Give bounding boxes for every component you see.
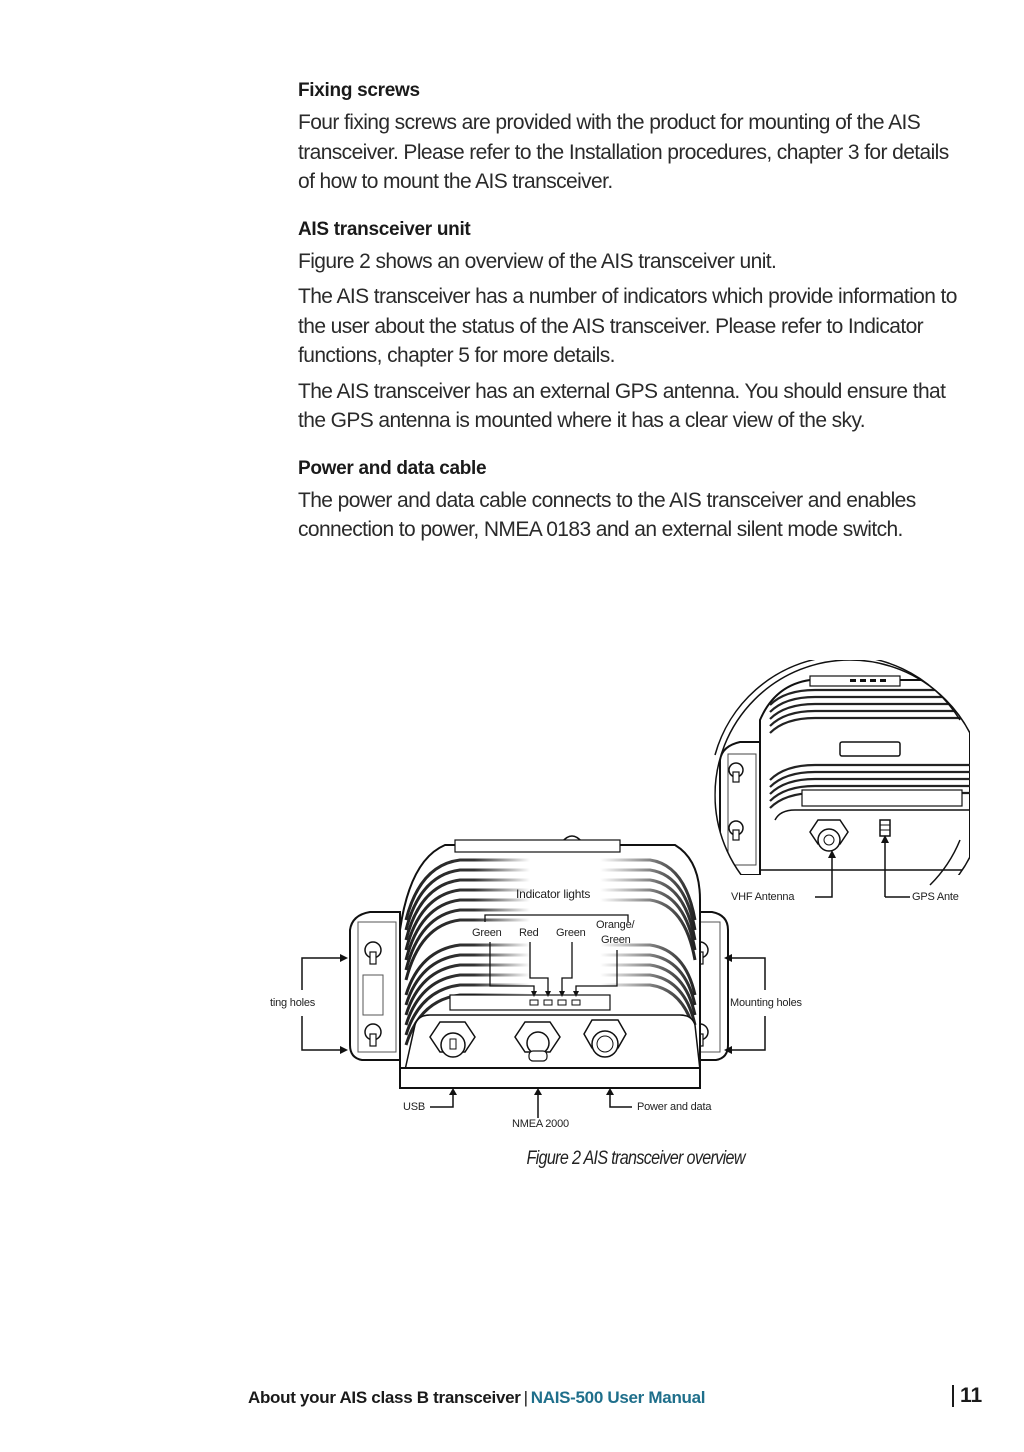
footer-manual-title: NAIS-500 User Manual — [530, 1388, 706, 1407]
label-gps-antenna: GPS Ante — [912, 891, 959, 903]
device-illustration — [270, 660, 970, 1140]
label-led-4-orange: Orange/ — [596, 919, 635, 931]
front-view — [302, 836, 765, 1118]
paragraph: The AIS transceiver has an external GPS antenna. You should ensure that the GPS antenna is mounted where it has a clear view of the sky. — [298, 379, 946, 432]
section-ais-transceiver-unit — [298, 217, 968, 436]
label-indicator-lights: Indicator lights — [516, 887, 591, 901]
footer-chapter-title: About your AIS class B transceiver — [248, 1388, 521, 1407]
label-led-3-green: Green — [556, 927, 586, 939]
label-nmea-2000: NMEA 2000 — [512, 1118, 569, 1130]
paragraph: Four fixing screws are provided with the product for mounting of the AIS transceiver. Please refer to the Installation procedures, chapter 3 for details of how to mount the AIS transceiver. — [298, 111, 949, 193]
paragraph: The AIS transceiver has a number of indicators which provide information to the user about the status of the AIS transceiver. Please refer to Indicator functions, chapter 5 for more details. — [298, 285, 957, 367]
label-power-and-data: Power and data — [637, 1101, 712, 1113]
section-fixing-screws — [298, 78, 968, 197]
label-led-4-green: Green — [601, 934, 631, 946]
figure-caption: Figure 2 AIS transceiver overview — [526, 1148, 745, 1169]
section-power-data-cable — [298, 456, 968, 545]
paragraph: The power and data cable connects to the AIS transceiver and enables connection to power, NMEA 0183 and an external silent mode switch. — [298, 488, 916, 541]
section-heading: Power and data cable — [298, 457, 487, 479]
section-heading: Fixing screws — [298, 80, 420, 101]
label-led-1-green: Green — [472, 927, 502, 939]
footer-separator: | — [523, 1388, 528, 1407]
page-number: 11 — [952, 1385, 982, 1407]
label-mounting-holes-left: ting holes — [270, 997, 316, 1009]
page-content — [298, 78, 968, 565]
figure-ais-transceiver-overview — [270, 660, 970, 1140]
paragraph: Figure 2 shows an overview of the AIS transceiver unit. — [298, 249, 777, 273]
label-vhf-antenna: VHF Antenna — [731, 891, 795, 903]
section-heading: AIS transceiver unit — [298, 218, 471, 240]
page-footer — [248, 1388, 705, 1408]
label-mounting-holes-right: Mounting holes — [730, 997, 802, 1009]
label-usb: USB — [403, 1101, 426, 1113]
label-led-2-red: Red — [519, 927, 539, 939]
